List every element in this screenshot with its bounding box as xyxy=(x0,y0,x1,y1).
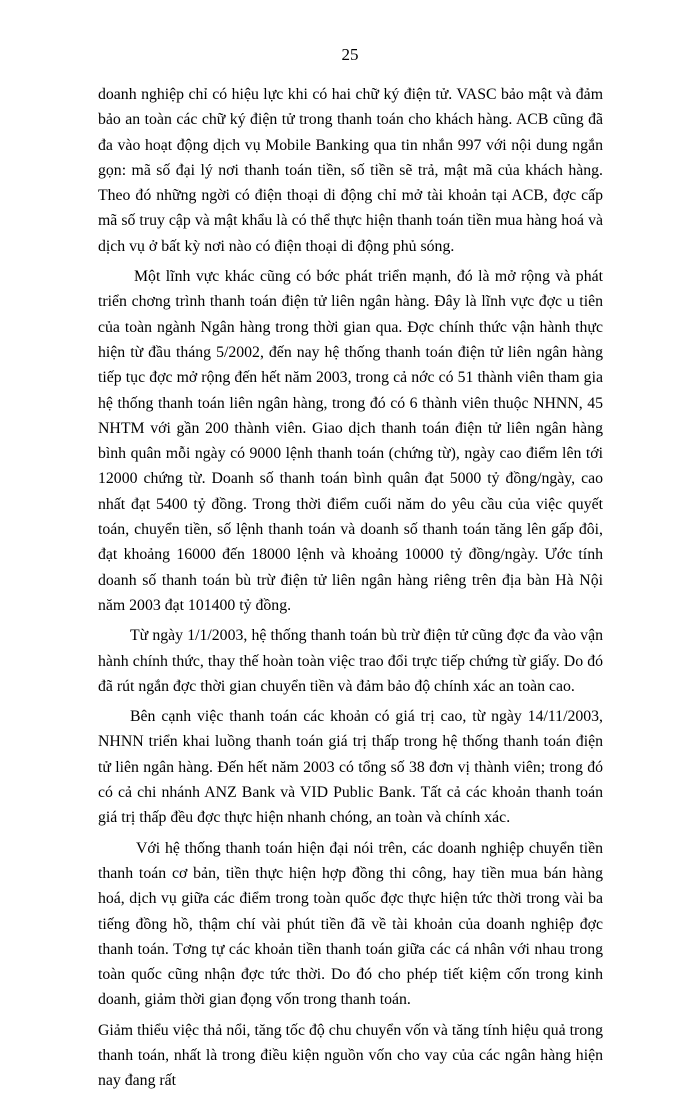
paragraph-mobile-banking: doanh nghiệp chỉ có hiệu lực khi có hai chữ ký điện tử. VASC bảo mật và đảm bảo an toàn các chữ ký điện tử trong thanh toán cho khách hàng. ACB cũng đã đa vào hoạt động dịch vụ Mobile Banking qua tin nhắn 997 với nội dung ngắn gọn: mã số đại lý nơi thanh toán tiền, số tiền sẽ trả, mật mã của khách hàng. Theo đó những ngời có điện thoại di động chỉ mở tài khoản tại ACB, đợc cấp mã số truy cập và mật khẩu là có thể thực hiện thanh toán tiền mua hàng hoá và dịch vụ ở bất kỳ nơi nào có điện thoại di động phủ sóng. xyxy=(98,86,603,255)
paragraph-capital-turnover: Giảm thiểu việc thả nổi, tăng tốc độ chu chuyển vốn và tăng tính hiệu quả trong thanh toán, nhất là trong điều kiện nguồn vốn cho vay của các ngân hàng hiện nay đang rất xyxy=(98,1021,603,1090)
paragraph-interbank-payment: Một lĩnh vực khác cũng có bớc phát triển mạnh, đó là mở rộng và phát triển chơng trình thanh toán điện tử liên ngân hàng. Đây là lĩnh vực đợc u tiên của toàn ngành Ngân hàng trong thời gian qua. Đợc chính thức vận hành thực hiện từ đầu tháng 5/2002, đến nay hệ thống thanh toán điện tử liên ngân hàng tiếp tục đợc mở rộng đến hết năm 2003, trong cả nớc có 51 thành viên tham gia hệ thống thanh toán liên ngân hàng, trong đó có 6 thành viên thuộc NHNN, 45 NHTM với gần 200 thành viên. Giao dịch thanh toán điện tử liên ngân hàng bình quân mỗi ngày có 9000 lệnh thanh toán (chứng từ), ngày cao điểm lên tới 12000 chứng từ. Doanh số thanh toán bình quân đạt 5000 tỷ đồng/ngày, cao nhất đạt 5400 tỷ đồng. Trong thời điểm cuối năm do yêu cầu của việc quyết toán, chuyển tiền, số lệnh thanh toán và doanh số thanh toán tăng lên gấp đôi, đạt khoảng 16000 đến 18000 lệnh và khoảng 10000 tỷ đồng/ngày. Ước tính doanh số thanh toán bù trừ điện tử liên ngân hàng riêng trên địa bàn Hà Nội năm 2003 đạt 101400 tỷ đồng. xyxy=(98,268,603,614)
paragraph-modern-system-benefits: Với hệ thống thanh toán hiện đại nói trên, các doanh nghiệp chuyển tiền thanh toán cơ bản, tiền thực hiện hợp đồng thi công, hay tiền mua bán hàng hoá, dịch vụ giữa các điểm trong toàn quốc đợc thực hiện tức thời trong vài ba tiếng đồng hồ, thậm chí vài phút tiền đã về tài khoản của doanh nghiệp đợc thanh toán. Tơng tự các khoản tiền thanh toán giữa các cá nhân với nhau trong toàn quốc cũng nhận đợc tức thời. Do đó cho phép tiết kiệm cốn trong kinh doanh, giảm thời gian đọng vốn trong thanh toán. xyxy=(98,839,603,1009)
page-number: 25 xyxy=(341,45,359,64)
paragraph-low-value-payments: Bên cạnh việc thanh toán các khoản có giá trị cao, từ ngày 14/11/2003, NHNN triển khai luồng thanh toán giá trị thấp trong hệ thống thanh toán điện tử liên ngân hàng. Đến hết năm 2003 có tổng số 38 đơn vị thành viên; trong đó có cả chi nhánh ANZ Bank và VID Public Bank. Tất cả các khoản thanh toán giá trị thấp đều đợc thực hiện nhanh chóng, an toàn và chính xác. xyxy=(98,708,603,827)
document-body xyxy=(98,82,603,1099)
paragraph-clearing-system: Từ ngày 1/1/2003, hệ thống thanh toán bù trừ điện tử cũng đợc đa vào vận hành chính thức, thay thế hoàn toàn việc trao đổi trực tiếp chứng từ giấy. Do đó đã rút ngắn đợc thời gian chuyển tiền và đảm bảo độ chính xác an toàn cao. xyxy=(98,627,603,695)
